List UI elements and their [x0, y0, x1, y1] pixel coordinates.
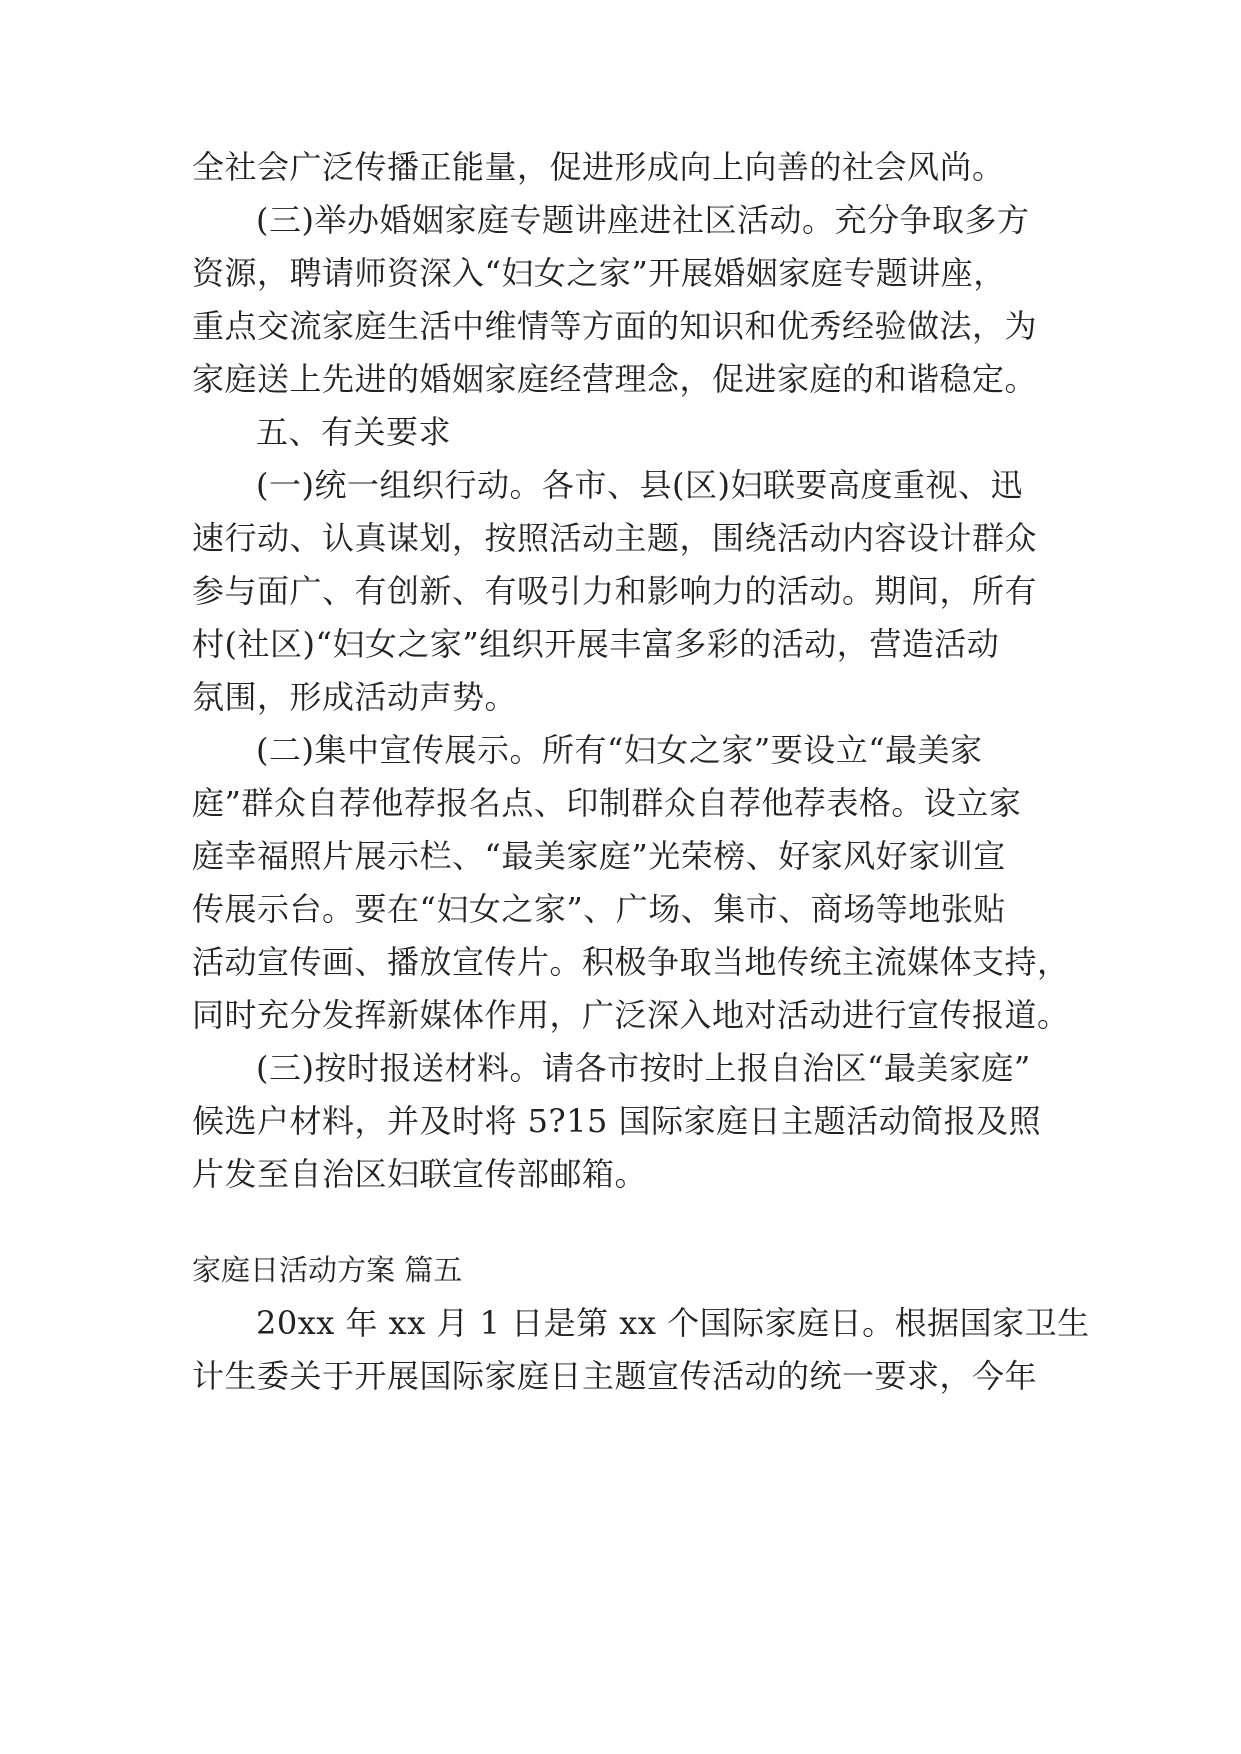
- paragraph-line: 20xx 年 xx 月 1 日是第 xx 个国际家庭日。根据国家卫生: [256, 1304, 1090, 1342]
- paragraph-line: 重点交流家庭生活中维情等方面的知识和优秀经验做法，为: [192, 307, 1038, 345]
- paragraph-line: (一)统一组织行动。各市、县(区)妇联要高度重视、迅: [256, 466, 1023, 504]
- paragraph-line: 传展示台。要在“妇女之家”、广场、集市、商场等地张贴: [192, 890, 1006, 928]
- paragraph-line: 参与面广、有创新、有吸引力和影响力的活动。期间，所有: [192, 572, 1038, 610]
- paragraph-line: 氛围，形成活动声势。: [192, 678, 518, 716]
- paragraph-line: 全社会广泛传播正能量，促进形成向上向善的社会风尚。: [192, 148, 1005, 186]
- paragraph-line: (二)集中宣传展示。所有“妇女之家”要设立“最美家: [256, 731, 983, 769]
- paragraph-line: 同时充分发挥新媒体作用，广泛深入地对活动进行宣传报道。: [192, 996, 1070, 1034]
- paragraph-line: 活动宣传画、播放宣传片。积极争取当地传统主流媒体支持，: [192, 943, 1070, 981]
- paragraph-line: 候选户材料，并及时将 5?15 国际家庭日主题活动简报及照: [192, 1102, 1042, 1140]
- paragraph-line: 庭”群众自荐他荐报名点、印制群众自荐他荐表格。设立家: [192, 784, 1022, 822]
- paragraph-line: 片发至自治区妇联宣传部邮箱。: [192, 1155, 648, 1193]
- paragraph-line: (三)按时报送材料。请各市按时上报自治区“最美家庭”: [256, 1049, 1031, 1087]
- paragraph-line: 计生委关于开展国际家庭日主题宣传活动的统一要求，今年: [192, 1357, 1038, 1395]
- paragraph-line: 家庭送上先进的婚姻家庭经营理念，促进家庭的和谐稳定。: [192, 360, 1038, 398]
- paragraph-line: 庭幸福照片展示栏、“最美家庭”光荣榜、好家风好家训宣: [192, 837, 1006, 875]
- paragraph-line: 速行动、认真谋划，按照活动主题，围绕活动内容设计群众: [192, 519, 1038, 557]
- paragraph-line: (三)举办婚姻家庭专题讲座进社区活动。充分争取多方: [256, 201, 1030, 239]
- section-title: 家庭日活动方案 篇五: [192, 1253, 463, 1287]
- paragraph-line: 村(社区)“妇女之家”组织开展丰富多彩的活动，营造活动: [192, 625, 1000, 663]
- section-heading: 五、有关要求: [256, 413, 452, 451]
- paragraph-line: 资源，聘请师资深入“妇女之家”开展婚姻家庭专题讲座，: [192, 254, 1006, 292]
